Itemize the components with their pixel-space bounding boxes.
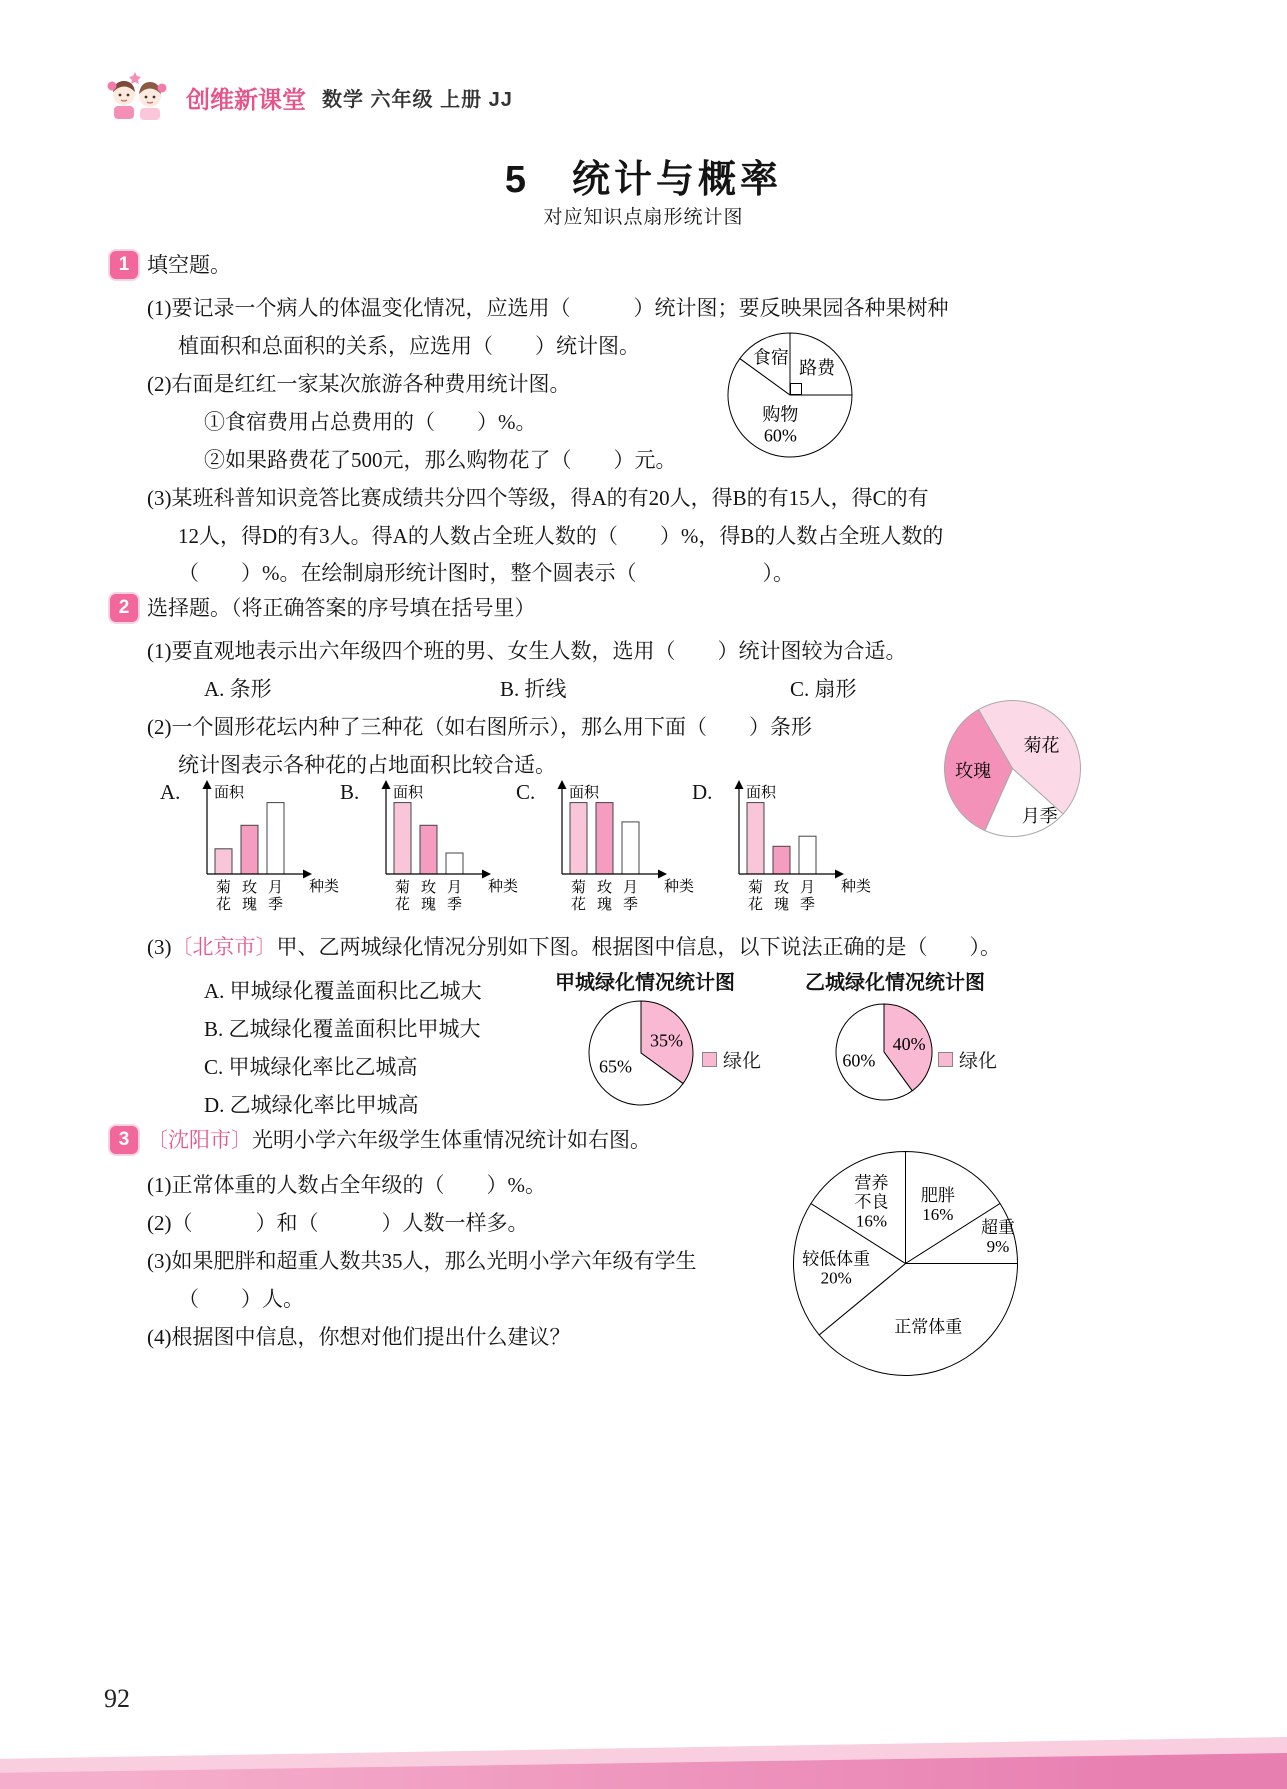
svg-text:月季: 月季 (1021, 805, 1058, 826)
bar-chart-d (713, 774, 873, 914)
q3-line-5: (4)根据图中信息，你想对他们提出什么建议？ (147, 1325, 571, 1349)
q2-item1-option-a: A. 条形 (204, 677, 272, 701)
svg-text:菊花: 菊花 (1023, 735, 1060, 756)
q1-line-8: （ ）%。在绘制扇形统计图时，整个圆表示（ ）。 (178, 561, 794, 585)
svg-text:面积: 面积 (393, 785, 424, 801)
q1-heading: 填空题。 (147, 253, 231, 277)
jiacheng-legend (702, 1046, 761, 1073)
bar-chart-a (181, 774, 341, 914)
svg-text:花: 花 (571, 897, 587, 913)
svg-text:面积: 面积 (214, 785, 245, 801)
q3-heading (147, 1127, 651, 1153)
svg-text:肥胖16%: 肥胖 16% (920, 1186, 955, 1225)
bar-option-d-label: D. (692, 780, 713, 804)
svg-text:菊: 菊 (395, 880, 411, 896)
svg-text:35%: 35% (649, 1030, 683, 1051)
jiacheng-legend-label: 绿化 (723, 1051, 762, 1072)
bar-chart-option-b (340, 774, 520, 914)
yicheng-chart-title: 乙城绿化情况统计图 (805, 972, 985, 994)
q1-line-5: ②如果路费花了500元，那么购物花了（ ）元。 (204, 448, 677, 472)
svg-text:季: 季 (447, 897, 463, 913)
q3-line-3: (3)如果肥胖和超重人数共35人，那么光明小学六年级有学生 (147, 1249, 697, 1273)
q2-item3-prefix: (3) (147, 935, 172, 959)
q2-item1-option-c: C. 扇形 (790, 677, 857, 701)
q3-line-4: （ ）人。 (178, 1287, 304, 1311)
jiacheng-chart-title: 甲城绿化情况统计图 (555, 972, 735, 994)
q2-item2-line-2: 统计图表示各种花的占地面积比较合适。 (178, 753, 556, 777)
svg-text:种类: 种类 (309, 879, 340, 895)
q2-number-badge: 2 (110, 594, 138, 622)
page-header (104, 68, 513, 126)
brand-name: 创维新课堂 (186, 86, 306, 114)
svg-text:菊: 菊 (748, 880, 764, 896)
bar-chart-c (536, 774, 696, 914)
page-number: 92 (104, 1684, 130, 1713)
bar-chart-option-d (692, 774, 873, 914)
svg-text:超重9%: 超重 9% (980, 1218, 1015, 1257)
svg-text:瑰: 瑰 (421, 897, 437, 913)
svg-text:月: 月 (623, 880, 639, 896)
q3-city-tag: 〔沈阳市〕 (147, 1128, 252, 1152)
svg-text:季: 季 (800, 897, 816, 913)
svg-text:玫: 玫 (597, 880, 613, 896)
svg-text:玫瑰: 玫瑰 (955, 760, 992, 781)
yicheng-legend-swatch (938, 1052, 953, 1067)
svg-text:40%: 40% (892, 1034, 926, 1055)
svg-text:玫: 玫 (421, 880, 437, 896)
q1-line-4: ①食宿费用占总费用的（ ）%。 (204, 410, 537, 434)
bar-option-a-label: A. (160, 780, 181, 804)
q3-line-2: (2)（ ）和（ ）人数一样多。 (147, 1211, 529, 1235)
q2-item3-option-d: D. 乙城绿化率比甲城高 (204, 1093, 419, 1117)
svg-text:65%: 65% (599, 1056, 633, 1077)
flower-bed-pie-chart (940, 696, 1085, 841)
q1-number-badge: 1 (110, 251, 138, 279)
svg-text:瑰: 瑰 (242, 897, 258, 913)
yicheng-green-pie-chart (834, 1002, 934, 1102)
svg-text:花: 花 (216, 897, 232, 913)
svg-text:月: 月 (268, 880, 284, 896)
q3-number-badge: 3 (110, 1126, 138, 1154)
svg-text:季: 季 (623, 897, 639, 913)
weight-distribution-pie-chart (788, 1146, 1023, 1381)
svg-text:种类: 种类 (488, 879, 519, 895)
svg-text:种类: 种类 (841, 879, 872, 895)
svg-text:菊: 菊 (571, 880, 587, 896)
bar-chart-option-a (160, 774, 341, 914)
jiacheng-legend-swatch (702, 1052, 717, 1067)
subject-line: 数学 六年级 上册 JJ (322, 88, 513, 111)
q2-item3-option-a: A. 甲城绿化覆盖面积比乙城大 (204, 979, 482, 1003)
svg-text:瑰: 瑰 (597, 897, 613, 913)
bar-option-c-label: C. (516, 780, 536, 804)
svg-text:面积: 面积 (569, 785, 600, 801)
svg-text:60%: 60% (842, 1050, 876, 1071)
travel-expense-pie-chart (720, 325, 860, 465)
yicheng-legend-label: 绿化 (959, 1051, 998, 1072)
yicheng-legend (938, 1046, 997, 1073)
brand-logo-girls-icon (104, 68, 170, 126)
q2-heading: 选择题。（将正确答案的序号填在括号里） (147, 596, 536, 620)
bar-option-b-label: B. (340, 780, 360, 804)
q2-item1-option-b: B. 折线 (500, 677, 567, 701)
svg-text:月: 月 (447, 880, 463, 896)
svg-text:玫: 玫 (774, 880, 790, 896)
svg-text:月: 月 (800, 880, 816, 896)
svg-text:玫: 玫 (242, 880, 258, 896)
bar-chart-b (360, 774, 520, 914)
svg-text:瑰: 瑰 (774, 897, 790, 913)
q2-item3-option-c: C. 甲城绿化率比乙城高 (204, 1055, 418, 1079)
svg-text:营养不良16%: 营养不良 16% (854, 1173, 889, 1231)
page-title: 5 统计与概率 (504, 159, 783, 201)
q3-line-1: (1)正常体重的人数占全年级的（ ）%。 (147, 1173, 546, 1197)
svg-text:食宿: 食宿 (752, 347, 789, 368)
q1-line-6: (3)某班科普知识竞答比赛成绩共分四个等级，得A的有20人，得B的有15人，得C的有 (147, 486, 929, 510)
q2-item2-line-1: (2)一个圆形花坛内种了三种花（如右图所示），那么用下面（ ）条形 (147, 715, 812, 739)
svg-text:路费: 路费 (799, 358, 836, 379)
q1-line-2: 植面积和总面积的关系，应选用（ ）统计图。 (178, 334, 640, 358)
svg-text:较低体重20%: 较低体重 20% (802, 1249, 871, 1288)
svg-text:季: 季 (268, 897, 284, 913)
q2-item3-line (147, 934, 1001, 960)
svg-text:面积: 面积 (746, 785, 777, 801)
bar-chart-option-c (516, 774, 696, 914)
svg-text:菊: 菊 (216, 880, 232, 896)
q2-item3-city-tag: 〔北京市〕 (171, 935, 277, 959)
svg-text:正常体重: 正常体重 (894, 1317, 963, 1337)
q1-line-7: 12人，得D的有3人。得A的人数占全班人数的（ ）%，得B的人数占全班人数的 (178, 524, 944, 548)
jiacheng-green-pie-chart (586, 998, 696, 1108)
svg-text:花: 花 (748, 897, 764, 913)
q2-item3-text: 甲、乙两城绿化情况分别如下图。根据图中信息，以下说法正确的是（ ）。 (276, 935, 1001, 959)
page-subtitle: 对应知识点扇形统计图 (543, 207, 744, 228)
q1-line-3: (2)右面是红红一家某次旅游各种费用统计图。 (147, 372, 571, 396)
svg-text:购物60%: 购物 60% (762, 404, 799, 446)
svg-text:种类: 种类 (664, 879, 695, 895)
q1-line-1: (1)要记录一个病人的体温变化情况，应选用（ ）统计图；要反映果园各种果树种 (147, 296, 949, 320)
q2-item3-option-b: B. 乙城绿化覆盖面积比甲城大 (204, 1017, 481, 1041)
q3-heading-text: 光明小学六年级学生体重情况统计如右图。 (252, 1128, 651, 1152)
q2-item1-line: (1)要直观地表示出六年级四个班的男、女生人数，选用（ ）统计图较为合适。 (147, 639, 907, 663)
svg-text:花: 花 (395, 897, 411, 913)
